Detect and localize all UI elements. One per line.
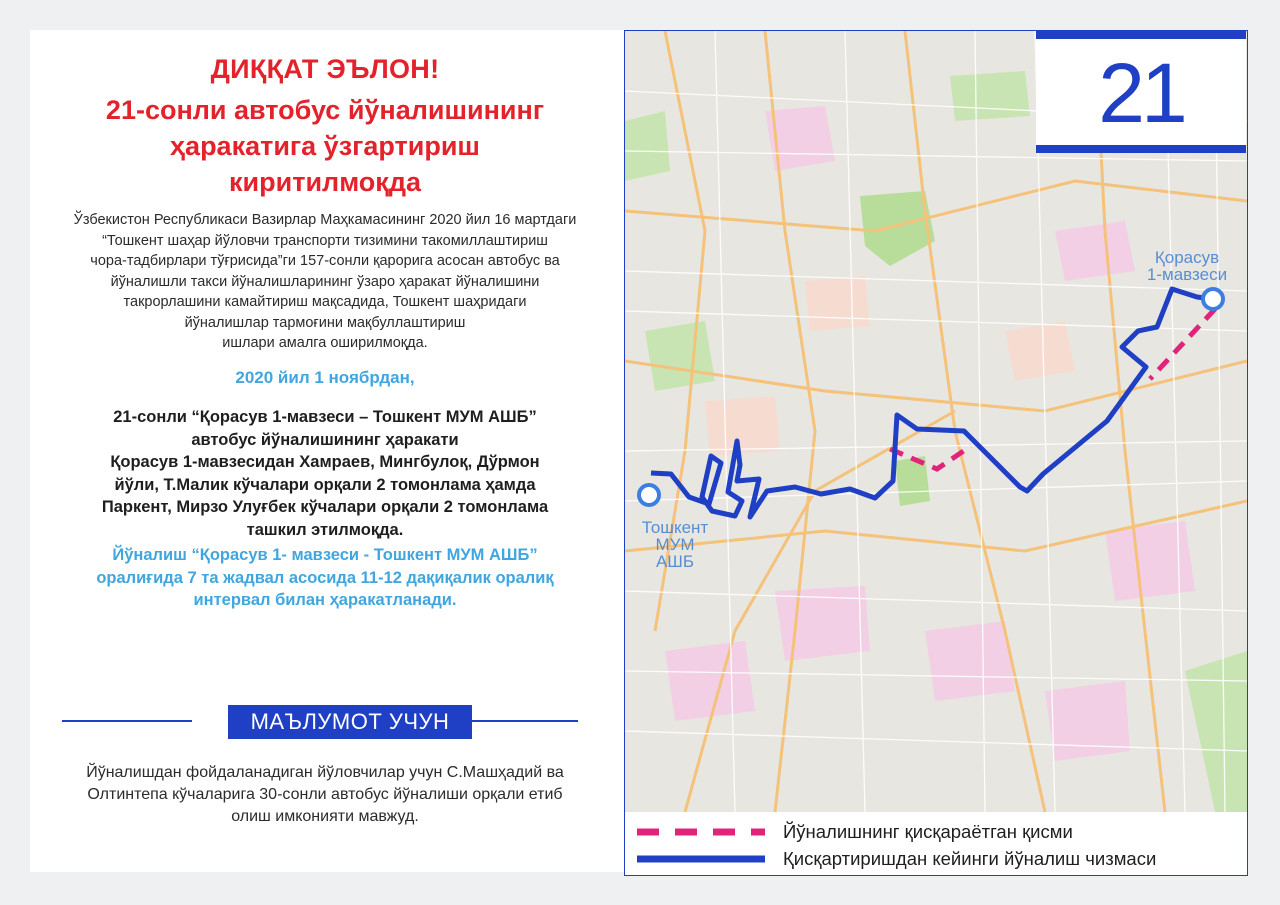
intro-line: ишлари амалга оширилмоқда. xyxy=(222,335,428,351)
stop-label-line: АШБ xyxy=(655,552,695,571)
info-badge: МАЪЛУМОТ УЧУН xyxy=(228,705,472,739)
route-line: Паркент, Мирзо Улуғбек кўчалари орқали 2 томонлама xyxy=(101,498,549,516)
route-description xyxy=(50,406,600,541)
notice-panel xyxy=(30,30,620,872)
footer-line: Йўналишдан фойдаланадиган йўловчилар учун С.Машҳадий ва xyxy=(86,764,564,781)
route-line: 21-сонли “Қорасув 1-мавзеси – Тошкент МУМ АШБ” xyxy=(113,408,537,426)
attention-title: ДИҚҚАТ ЭЪЛОН! xyxy=(210,54,440,84)
intro-line: “Тошкент шаҳар йўловчи транспорти тизимини такомиллаштириш xyxy=(102,232,548,249)
legend-item-removed xyxy=(625,818,1247,846)
legend-solid-swatch xyxy=(635,845,775,873)
notice-subtitle xyxy=(60,92,590,200)
footer-line: олиш имконияти мавжуд. xyxy=(231,808,419,825)
subtitle-line: киритилмоқда xyxy=(229,167,421,197)
route-line: ташкил этилмоқда. xyxy=(246,520,404,539)
interval-line: оралиғида 7 та жадвал асосида 11-12 дақиқалик оралиқ xyxy=(96,568,554,587)
stop-label-line: 1-мавзеси xyxy=(1146,265,1228,284)
map-legend xyxy=(625,812,1247,875)
legend-label: Йўналишнинг қисқараётган қисми xyxy=(783,821,1073,842)
interval-line: интервал билан ҳаракатланади. xyxy=(193,591,457,609)
route-line: автобус йўналишининг ҳаракати xyxy=(191,430,459,449)
intro-line: Ўзбекистон Республикаси Вазирлар Маҳкамасининг 2020 йил 16 мартдаги xyxy=(73,212,577,228)
route-number: 21 xyxy=(1098,46,1184,140)
stop-label-east xyxy=(1137,249,1237,283)
legend-label: Қисқартиришдан кейинги йўналиш чизмаси xyxy=(783,848,1157,869)
footer-line: Олтинтепа кўчаларига 30-сонли автобус йўналиши орқали етиб xyxy=(87,786,563,803)
effective-date: 2020 йил 1 ноябрдан, xyxy=(235,368,415,387)
route-line: Қорасув 1-мавзесидан Хамраев, Мингбулоқ, Дўрмон xyxy=(110,453,540,471)
subtitle-line: ҳаракатига ўзгартириш xyxy=(170,131,480,161)
legend-item-new-route xyxy=(625,845,1247,873)
stop-label-line: Қорасув xyxy=(1154,248,1220,267)
intro-line: йўналишли такси йўналишларининг ўзаро ҳаракат йўналишини xyxy=(110,273,540,290)
stop-label-west xyxy=(629,519,721,570)
interval-description xyxy=(50,544,600,612)
info-divider-left xyxy=(62,720,192,722)
route-number-box xyxy=(1036,31,1246,153)
legend-dashed-swatch xyxy=(635,818,775,846)
footer-note xyxy=(40,762,610,828)
stop-west-marker xyxy=(639,485,659,505)
route-map xyxy=(624,30,1248,876)
stop-east-marker xyxy=(1203,289,1223,309)
stop-label-line: Тошкент xyxy=(641,518,709,537)
interval-line: Йўналиш “Қорасув 1- мавзеси - Тошкент МУМ АШБ” xyxy=(112,546,538,564)
intro-line: такрорлашини камайтириш мақсадида, Тошкент шаҳридаги xyxy=(123,294,527,310)
subtitle-line: 21-сонли автобус йўналишининг xyxy=(105,95,545,125)
intro-line: йўналишлар тармоғини мақбуллаштириш xyxy=(184,314,466,331)
intro-line: чора-тадбирлари тўғрисида”ги 157-сонли қарорига асосан автобус ва xyxy=(90,253,560,269)
intro-paragraph xyxy=(40,210,610,354)
route-number-bar-top xyxy=(1036,31,1246,39)
route-number-bar-bottom xyxy=(1036,145,1246,153)
stop-label-line: МУМ xyxy=(655,535,695,554)
route-line: йўли, Т.Малик кўчалари орқали 2 томонлама ҳамда xyxy=(114,475,536,494)
